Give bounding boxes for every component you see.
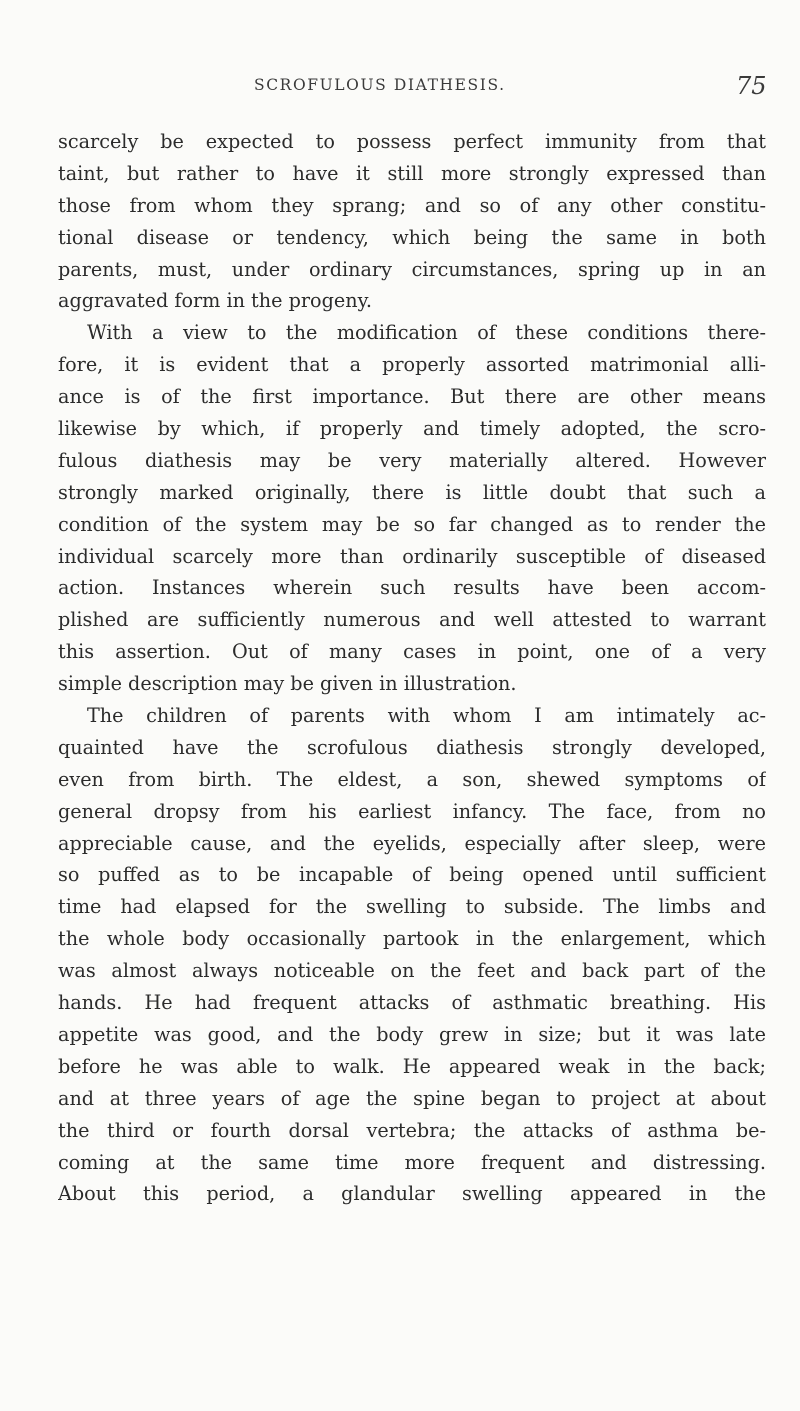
text-line: the third or fourth dorsal vertebra; the attacks of asthma be- (58, 1118, 766, 1142)
text-line: general dropsy from his earliest infancy. The face, from no (58, 799, 766, 823)
body-text (58, 126, 766, 1210)
text-line: and at three years of age the spine began to project at about (58, 1086, 766, 1110)
text-line: fulous diathesis may be very materially altered. However (58, 448, 766, 472)
text-line: simple description may be given in illustration. (58, 672, 517, 696)
text-line: tional disease or tendency, which being the same in both (58, 225, 766, 249)
text-line: aggravated form in the progeny. (58, 289, 372, 313)
text-line: parents, must, under ordinary circumstances, spring up in an (58, 257, 766, 281)
text-line: fore, it is evident that a properly assorted matrimonial alli- (58, 353, 766, 377)
text-line: individual scarcely more than ordinarily susceptible of diseased (58, 544, 766, 568)
text-line: The children of parents with whom I am intimately ac- (87, 704, 766, 728)
text-line: time had elapsed for the swelling to subside. The limbs and (58, 895, 766, 919)
text-line: hands. He had frequent attacks of asthmatic breathing. His (58, 991, 766, 1015)
text-line: plished are sufficiently numerous and well attested to warrant (58, 608, 766, 632)
text-line: About this period, a glandular swelling appeared in the (58, 1182, 766, 1206)
text-line: action. Instances wherein such results have been accom- (58, 576, 766, 600)
text-line: even from birth. The eldest, a son, shewed symptoms of (58, 767, 766, 791)
running-head (0, 72, 800, 106)
text-line: With a view to the modification of these conditions there- (87, 321, 766, 345)
text-line: appreciable cause, and the eyelids, especially after sleep, were (58, 831, 766, 855)
text-line: the whole body occasionally partook in the enlargement, which (58, 927, 766, 951)
text-line: scarcely be expected to possess perfect immunity from that (58, 130, 766, 153)
text-line: taint, but rather to have it still more strongly expressed than (58, 161, 766, 185)
text-line: condition of the system may be so far changed as to render the (58, 512, 766, 536)
text-line: was almost always noticeable on the feet and back part of the (58, 959, 766, 983)
text-line: this assertion. Out of many cases in point, one of a very (58, 640, 766, 664)
text-line: appetite was good, and the body grew in size; but it was late (58, 1022, 766, 1046)
text-line: ance is of the first importance. But there are other means (58, 385, 766, 409)
running-head-title: SCROFULOUS DIATHESIS. (254, 76, 506, 94)
text-line: those from whom they sprang; and so of any other constitu- (58, 193, 766, 217)
page-number: 75 (736, 72, 767, 100)
text-line: coming at the same time more frequent and distressing. (58, 1150, 766, 1174)
text-line: strongly marked originally, there is little doubt that such a (58, 480, 766, 504)
text-line: so puffed as to be incapable of being opened until sufficient (58, 863, 766, 887)
text-line: quainted have the scrofulous diathesis strongly developed, (58, 735, 766, 759)
text-line: likewise by which, if properly and timely adopted, the scro- (58, 417, 766, 441)
text-line: before he was able to walk. He appeared weak in the back; (58, 1054, 766, 1078)
